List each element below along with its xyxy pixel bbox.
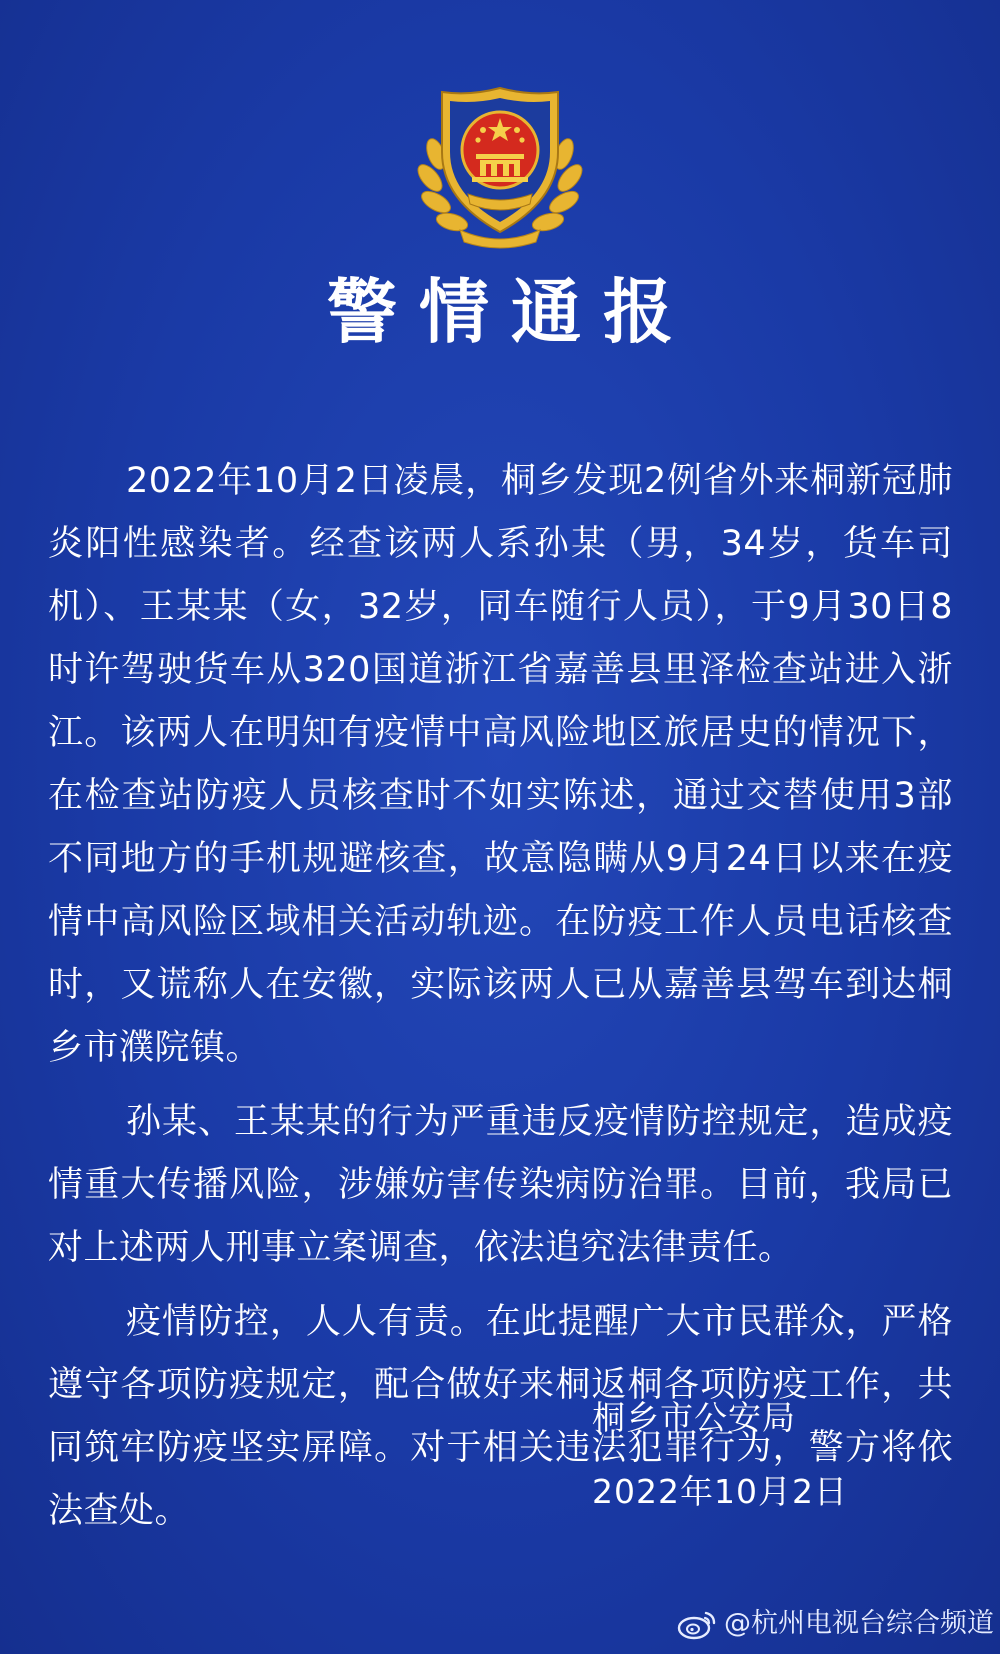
signature-block: [592, 1398, 892, 1546]
notice-paragraph-3: 疫情防控，人人有责。在此提醒广大市民群众，严格遵守各项防疫规定，配合做好来桐返桐各项防疫工作，共同筑牢防疫坚实屏障。对于相关违法犯罪行为，警方将依法查处。: [48, 1302, 953, 1531]
notice-paragraph-2: 孙某、王某某的行为严重违反疫情防控规定，造成疫情重大传播风险，涉嫌妨害传染病防治罪。目前，我局已对上述两人刑事立案调查，依法追究法律责任。: [48, 1102, 953, 1268]
police-emblem-icon: [410, 82, 590, 250]
notice-body: [48, 450, 953, 1554]
weibo-icon: [676, 1607, 718, 1641]
issuer-name: 桐乡市公安局: [592, 1398, 796, 1437]
source-watermark: [676, 1604, 994, 1644]
notice-paragraph-1: 2022年10月2日凌晨，桐乡发现2例省外来桐新冠肺炎阳性感染者。经查该两人系孙某（男，34岁，货车司机）、王某某（女，32岁，同车随行人员），于9月30日8时许驾驶货车从320国道浙江省嘉善县里泽检查站进入浙江。该两人在明知有疫情中高风险地区旅居史的情况下，在检查站防疫人员核查时不如实陈述，通过交替使用3部不同地方的手机规避核查，故意隐瞒从9月24日以来在疫情中高风险区域相关活动轨迹。在防疫工作人员电话核查时，又谎称人在安徽，实际该两人已从嘉善县驾车到达桐乡市濮院镇。: [48, 461, 953, 1068]
watermark-text: @杭州电视台综合频道: [724, 1608, 994, 1639]
issue-date: 2022年10月2日: [592, 1472, 848, 1511]
notice-title: 警情通报: [327, 271, 695, 353]
